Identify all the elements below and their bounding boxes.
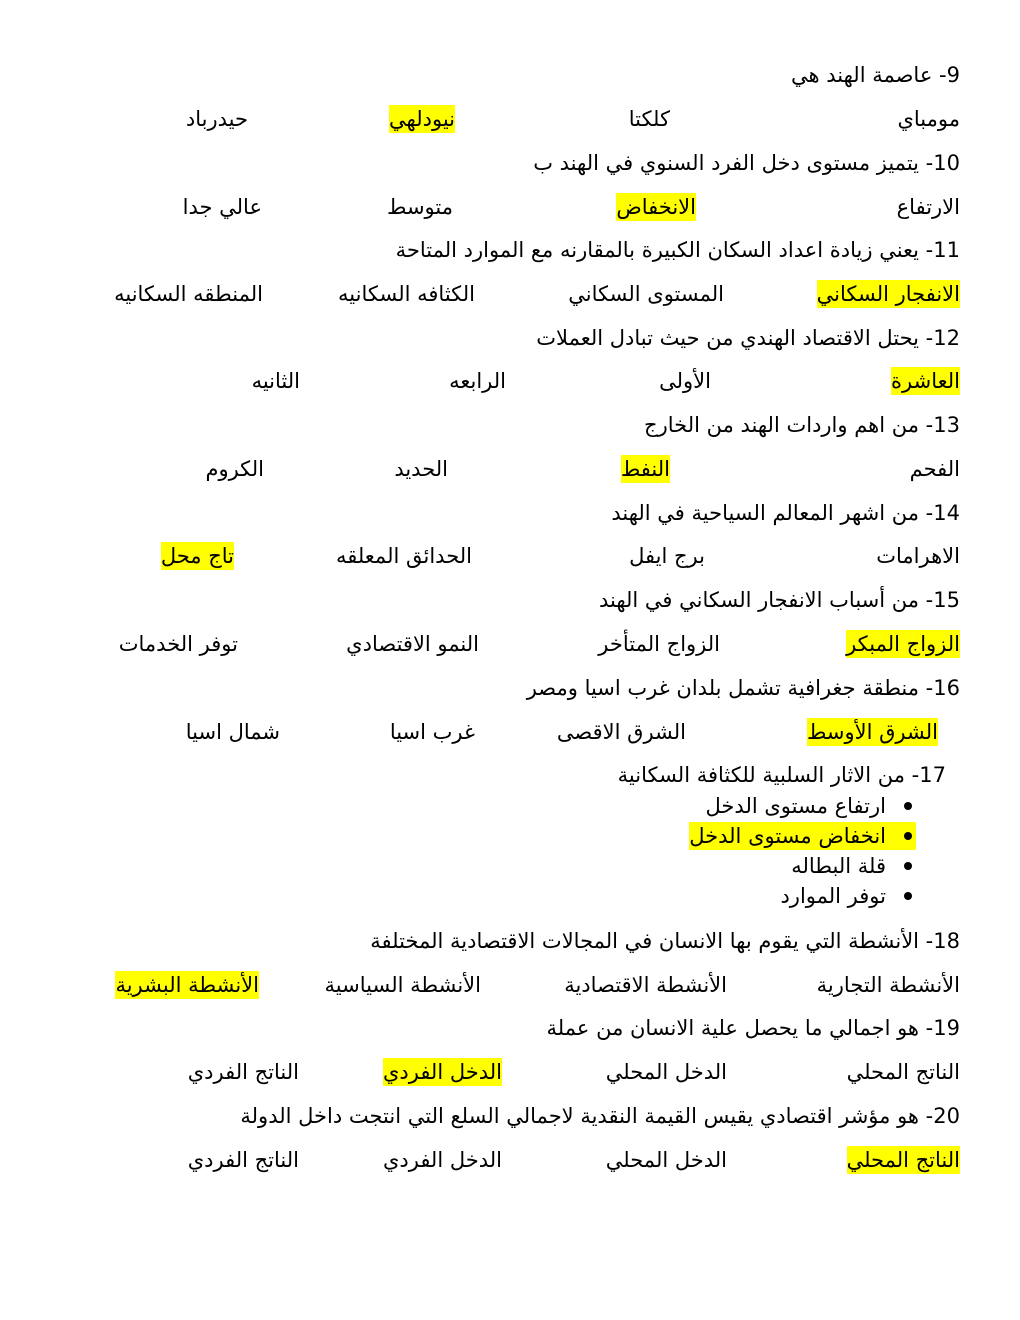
- question-12: 12- يحتل الاقتصاد الهندي من حيث تبادل العملات: [536, 326, 960, 350]
- question-13: 13- من اهم واردات الهند من الخارج: [644, 413, 960, 437]
- question-18: 18- الأنشطة التي يقوم بها الانسان في المجالات الاقتصادية المختلفة: [370, 929, 960, 953]
- option-answer: الشرق الأوسط: [806, 720, 938, 744]
- bullet-dot: [904, 892, 912, 900]
- option: الأنشطة التجارية: [816, 973, 960, 997]
- option: الثانيه: [251, 369, 300, 393]
- option: الدخل المحلي: [605, 1148, 727, 1172]
- question-15: 15- من أسباب الانفجار السكاني في الهند: [598, 588, 960, 612]
- option: توفر الخدمات: [118, 632, 238, 656]
- option: الكروم: [205, 457, 264, 481]
- option-answer: الزواج المبكر: [846, 632, 960, 656]
- list-item-answer-label: انخفاض مستوى الدخل: [689, 824, 886, 848]
- option-answer: تاج محل: [160, 544, 234, 568]
- option-answer: الانخفاض: [616, 195, 696, 219]
- option: مومباي: [897, 107, 960, 131]
- option: الأنشطة الاقتصادية: [564, 973, 727, 997]
- option: الكثافه السكانيه: [338, 282, 475, 306]
- option-answer: الانفجار السكاني: [816, 282, 960, 306]
- option: المستوى السكاني: [568, 282, 724, 306]
- option: الاهرامات: [876, 544, 960, 568]
- bullet-dot: [904, 832, 912, 840]
- option: كلكتا: [628, 107, 670, 131]
- question-16: 16- منطقة جغرافية تشمل بلدان غرب اسيا ومصر: [526, 676, 960, 700]
- option: عالي جدا: [182, 195, 262, 219]
- option: المنطقه السكانيه: [114, 282, 263, 306]
- option: الأنشطة السياسية: [324, 973, 481, 997]
- list-item: توفر الموارد: [780, 884, 886, 908]
- question-20: 20- هو مؤشر اقتصادي يقيس القيمة النقدية لاجمالي السلع التي انتجت داخل الدولة: [240, 1104, 960, 1128]
- question-14: 14- من اشهر المعالم السياحية في الهند: [611, 501, 960, 525]
- option: الزواج المتأخر: [598, 632, 720, 656]
- option: شمال اسيا: [185, 720, 280, 744]
- option: الناتج المحلي: [846, 1060, 960, 1084]
- option: الفحم: [909, 457, 960, 481]
- bullet-dot: [904, 802, 912, 810]
- list-item-answer: [689, 822, 916, 850]
- question-11: 11- يعني زيادة اعداد السكان الكبيرة بالمقارنه مع الموارد المتاحة: [395, 238, 960, 262]
- option: غرب اسيا: [389, 720, 475, 744]
- option-answer: الدخل الفردي: [382, 1060, 502, 1084]
- option-answer: العاشرة: [891, 369, 960, 393]
- question-17: 17- من الاثار السلبية للكثافة السكانية: [617, 763, 946, 787]
- option: الناتج الفردي: [187, 1148, 299, 1172]
- option: الحدائق المعلقه: [335, 544, 472, 568]
- option: الدخل الفردي: [382, 1148, 502, 1172]
- option: النمو الاقتصادي: [346, 632, 479, 656]
- option-answer: نيودلهي: [389, 107, 455, 131]
- option: الناتج الفردي: [187, 1060, 299, 1084]
- option-answer: الناتج المحلي: [846, 1148, 960, 1172]
- option: برج ايفل: [629, 544, 705, 568]
- option-answer: النفط: [620, 457, 670, 481]
- question-10: 10- يتميز مستوى دخل الفرد السنوي في الهند ب: [533, 151, 960, 175]
- list-item: قلة البطاله: [791, 854, 886, 878]
- option-answer: الأنشطة البشرية: [115, 973, 259, 997]
- option: الرابعه: [449, 369, 506, 393]
- option: الأولى: [659, 369, 711, 393]
- option: الدخل المحلي: [605, 1060, 727, 1084]
- option: الحديد: [394, 457, 448, 481]
- question-9: 9- عاصمة الهند هي: [791, 63, 960, 87]
- option: الارتفاع: [896, 195, 960, 219]
- option: حيدرباد: [185, 107, 248, 131]
- list-item: ارتفاع مستوى الدخل: [705, 794, 886, 818]
- option: الشرق الاقصى: [556, 720, 686, 744]
- question-19: 19- هو اجمالي ما يحصل علية الانسان من عملة: [546, 1016, 960, 1040]
- bullet-dot: [904, 862, 912, 870]
- option: متوسط: [387, 195, 453, 219]
